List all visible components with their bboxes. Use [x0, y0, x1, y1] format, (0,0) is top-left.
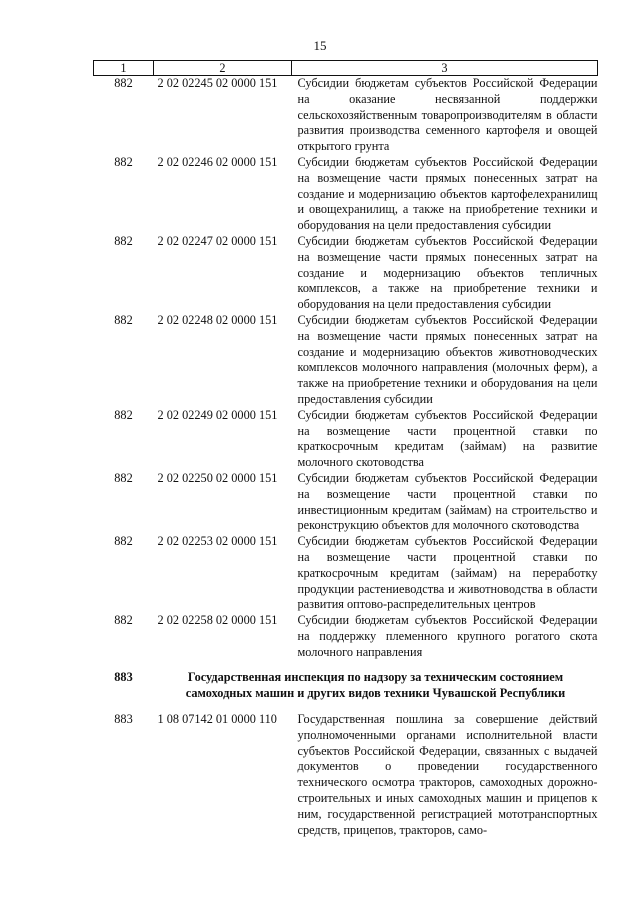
budget-code: 2 02 02249 02 0000 151 — [157, 407, 278, 422]
admin-code: 883 — [114, 670, 133, 685]
budget-code: 2 02 02245 02 0000 151 — [157, 76, 278, 90]
income-description: Субсидии бюджетам субъектов Российской Федерации на оказание несвязанной поддержки сельскохозяйственным товаропроизводителям в области развития производства семенного картофеля и овощей открытого грунта — [297, 76, 598, 154]
budget-code: 2 02 02246 02 0000 151 — [157, 154, 278, 169]
admin-code: 882 — [114, 312, 133, 327]
income-description: Субсидии бюджетам субъектов Российской Федерации на поддержку племенного крупного рогатого скота молочного направления — [297, 613, 598, 659]
table-body — [94, 76, 598, 839]
admin-code: 882 — [114, 76, 133, 90]
budget-code: 2 02 02247 02 0000 151 — [157, 233, 278, 248]
income-description: Государственная пошлина за совершение действий уполномоченными органами исполнительной власти субъектов Российской Федерации, связанных с выдачей документов о проведении государственного технического осмотра тракторов, самоходных дорожно-строительных и иных самоходных машин и прицепов к ним, государственной регистрацией мототранспортных средств, прицепов, тракторов, само- — [297, 712, 598, 837]
page-number: 15 — [313, 38, 327, 53]
budget-code: 2 02 02253 02 0000 151 — [157, 534, 278, 549]
admin-code: 882 — [114, 154, 133, 169]
income-description: Субсидии бюджетам субъектов Российской Федерации на возмещение части прямых понесенных затрат на создание и модернизацию объектов тепличных комплексов, а также на приобретение техники и оборудования на цели предоставления субсидии — [297, 233, 598, 312]
budget-code: 1 08 07142 01 0000 110 — [157, 712, 277, 727]
budget-code: 2 02 02258 02 0000 151 — [157, 613, 278, 628]
section-title: Государственная инспекция по надзору за техническим состоянием самоходных машин и других видов техники Чувашской Республики — [185, 670, 566, 701]
admin-code: 882 — [114, 233, 133, 248]
admin-code: 883 — [114, 712, 133, 727]
admin-code: 882 — [114, 534, 133, 549]
table-row — [94, 534, 598, 613]
column-header-2: 2 — [154, 61, 292, 76]
admin-code: 882 — [114, 470, 133, 485]
column-header-3: 3 — [292, 61, 598, 76]
column-header-1: 1 — [94, 61, 154, 76]
budget-code: 2 02 02248 02 0000 151 — [157, 312, 278, 327]
table-row — [94, 76, 598, 155]
admin-code: 882 — [114, 613, 133, 628]
table-row — [94, 155, 598, 234]
table-row — [94, 234, 598, 313]
admin-code: 882 — [114, 407, 133, 422]
table-row — [94, 471, 598, 534]
section-row — [94, 660, 598, 712]
income-description: Субсидии бюджетам субъектов Российской Федерации на возмещение части процентной ставки по краткосрочным кредитам (займам) на развитие молочного скотоводства — [297, 407, 598, 470]
income-description: Субсидии бюджетам субъектов Российской Федерации на возмещение части прямых понесенных затрат на создание и модернизацию объектов животноводческих комплексов молочного направления (молочных ферм), а также на приобретение техники и оборудования на цели предоставления субсидии — [297, 312, 598, 406]
table-row — [94, 712, 598, 838]
income-description: Субсидии бюджетам субъектов Российской Федерации на возмещение части прямых понесенных затрат на создание и модернизацию объектов картофелехранилищ и овощехранилищ, а также на приобретение техники и оборудования на цели предоставления субсидии — [297, 154, 598, 233]
table-row — [94, 408, 598, 471]
income-description: Субсидии бюджетам субъектов Российской Федерации на возмещение части процентной ставки по краткосрочным кредитам (займам) на переработку продукции растениеводства и животноводства в области развития оптово-распределительных центров — [297, 534, 598, 612]
income-description: Субсидии бюджетам субъектов Российской Федерации на возмещение части процентной ставки по инвестиционным кредитам (займам) на строительство и реконструкцию объектов для молочного скотоводства — [297, 470, 598, 533]
table-row — [94, 613, 598, 660]
table-row — [94, 313, 598, 408]
budget-classification-table — [93, 60, 598, 838]
budget-code: 2 02 02250 02 0000 151 — [157, 470, 278, 485]
table-header — [94, 61, 598, 76]
